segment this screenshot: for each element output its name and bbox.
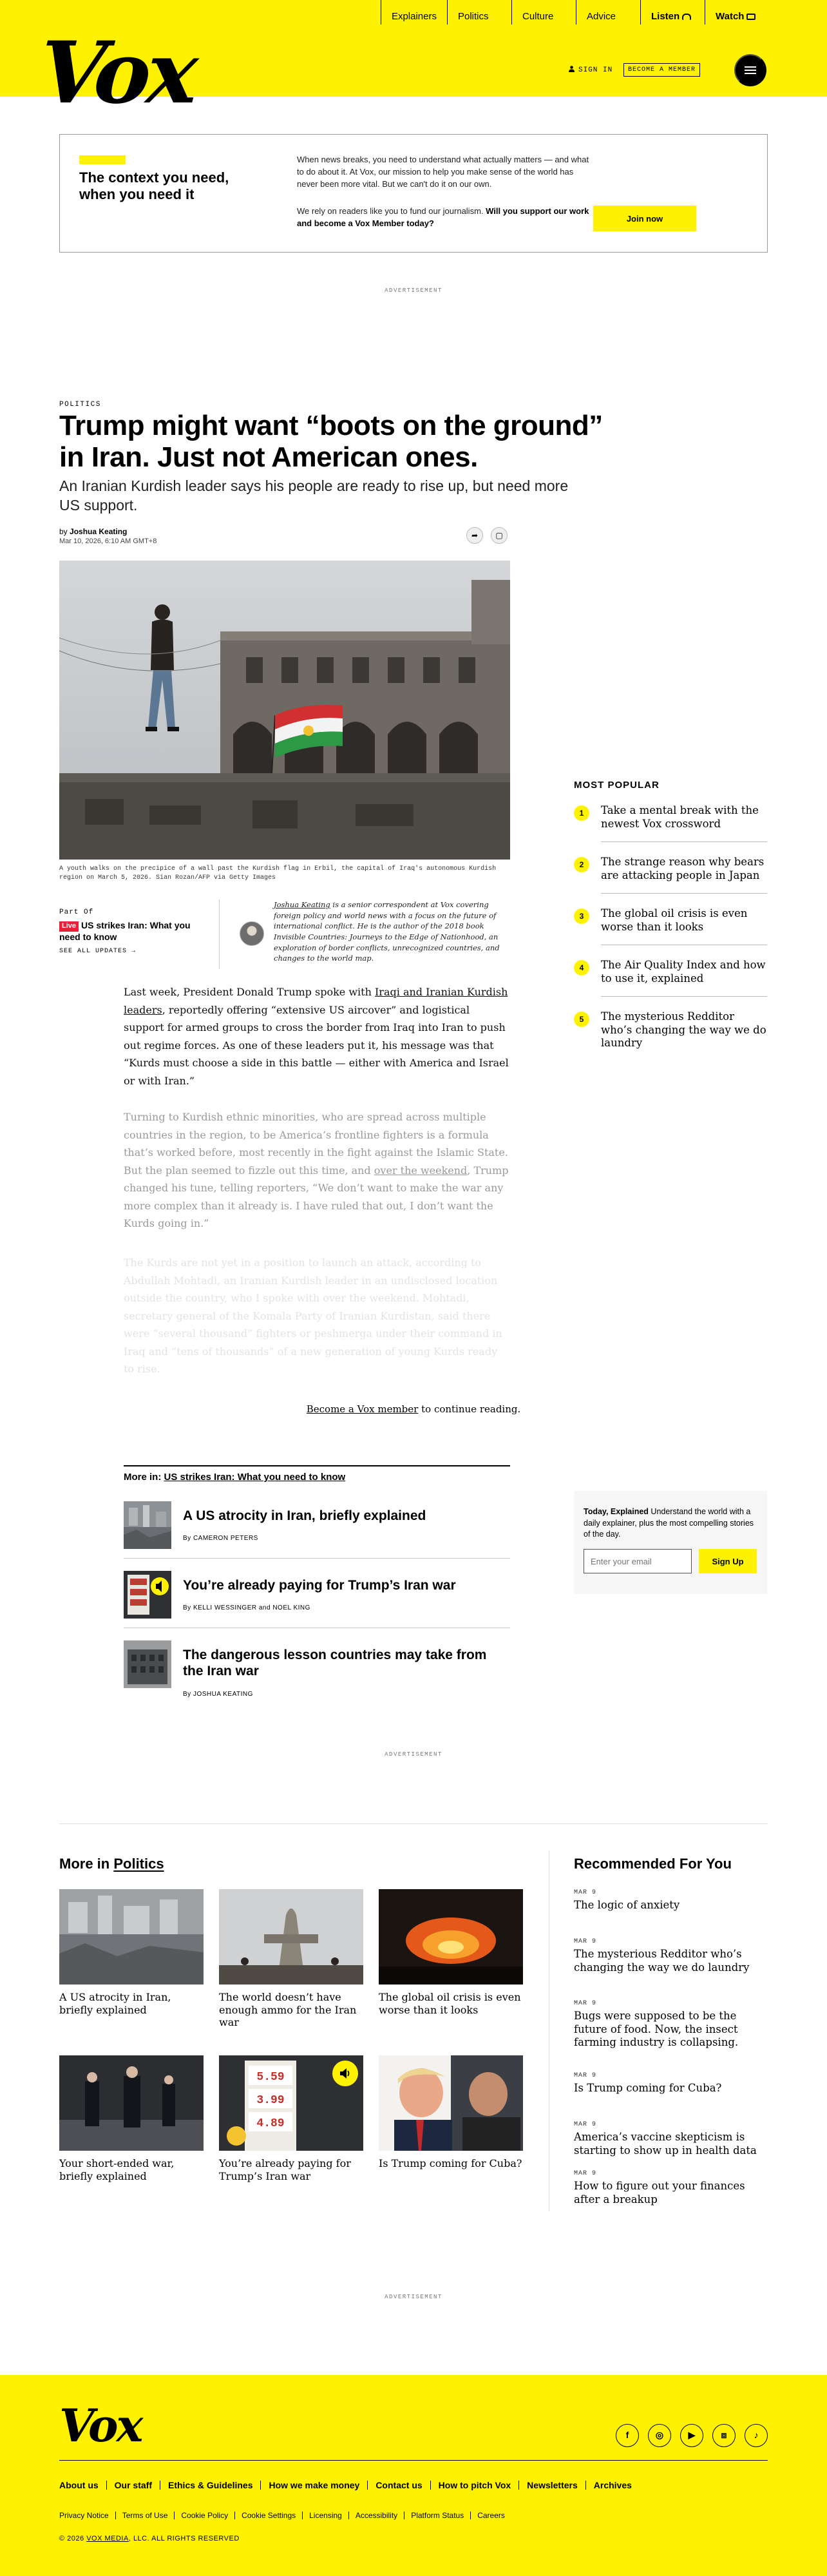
recommended-item[interactable] bbox=[574, 2000, 767, 2050]
gas-price: 5.59 bbox=[256, 2071, 285, 2084]
most-popular-title: The mysterious Redditor who’s changing the way we do laundry bbox=[601, 1010, 766, 1050]
context-paragraph-1: When news breaks, you need to understand what actually matters — and what to do about it. At Vox, our mission to help you make sense of the world has never been more vital. But we can't do it on our own. bbox=[297, 155, 589, 189]
recommended-title: Is Trump coming for Cuba? bbox=[574, 2082, 722, 2094]
recommended-item[interactable] bbox=[574, 1938, 767, 1974]
copyright-b: , LLC. ALL RIGHTS RESERVED bbox=[128, 2535, 240, 2542]
newsletter-name: Today, Explained bbox=[584, 1507, 649, 1516]
menu-button[interactable] bbox=[734, 54, 766, 86]
rank-badge: 4 bbox=[574, 960, 589, 976]
footer-link-terms[interactable]: Terms of Use bbox=[115, 2512, 175, 2519]
author-link[interactable]: Joshua Keating bbox=[70, 527, 128, 536]
bookmark-icon: ▢ bbox=[495, 531, 503, 540]
more-in-byline: By CAMERON PETERS bbox=[183, 1535, 258, 1542]
share-button[interactable] bbox=[466, 527, 483, 544]
hamburger-icon bbox=[745, 66, 756, 74]
become-member-link[interactable]: Become a Vox member bbox=[306, 1403, 419, 1415]
yellow-accent-bar bbox=[79, 155, 126, 164]
more-in-politics-heading bbox=[59, 1856, 164, 1872]
p2-link[interactable]: over the weekend bbox=[374, 1164, 468, 1177]
footer-vox-logo[interactable]: Vox bbox=[59, 2399, 142, 2452]
site-footer bbox=[0, 2375, 827, 2576]
context-p2-bold: Will you support our work and become a Vox Member today? bbox=[297, 206, 589, 228]
advertisement-label: ADVERTISEMENT bbox=[385, 1751, 442, 1758]
recommended-date: MAR 9 bbox=[574, 1889, 597, 1896]
nav-listen-label: Listen bbox=[651, 11, 680, 22]
live-badge: Live bbox=[59, 921, 79, 932]
speaker-icon bbox=[339, 2068, 352, 2079]
most-popular-title: The strange reason why bears are attacking people in Japan bbox=[601, 856, 765, 881]
article-paragraph-3-faded: The Kurds are not yet in a position to launch an attack, according to Abdullah Mohtadi, an Iranian Kurdish leader in an undisclosed location outside the country, who I spoke with over the weekend. Mohtadi, secretary general of the Komala Party of Iranian Kurdistan, said there were “several thousand” fighters or peshmerga under their command in Iraq and “tens of thousands” of a new generation of young Kurds ready to rise. bbox=[124, 1256, 502, 1376]
more-in-prefix: More in: bbox=[124, 1472, 164, 1483]
more-in-item[interactable] bbox=[124, 1501, 510, 1553]
image-rubble bbox=[59, 1889, 204, 1985]
nav-explainers[interactable]: Explainers bbox=[381, 0, 447, 24]
p2-text-a: Turning to Kurdish ethnic minorities, who are spread across multiple countries in the region, to be America’s frontline fighters is a formula that’s worked before, most recently in the fight against the Islamic State. But the plan seemed to fizzle out this time, and bbox=[124, 1111, 508, 1177]
most-popular-title: The global oil crisis is even worse than it looks bbox=[601, 907, 748, 933]
recommended-title: The logic of anxiety bbox=[574, 1899, 680, 1911]
story-card-image bbox=[59, 1889, 204, 1985]
newsletter-signup bbox=[574, 1496, 767, 1566]
footer-link-cookie-settings[interactable]: Cookie Settings bbox=[234, 2512, 302, 2519]
recommended-date: MAR 9 bbox=[574, 1938, 597, 1945]
recommended-title: How to figure out your finances after a breakup bbox=[574, 2180, 745, 2206]
more-in-item[interactable] bbox=[124, 1571, 510, 1622]
story-card-title: A US atrocity in Iran, briefly explained bbox=[59, 1991, 171, 2016]
story-card[interactable] bbox=[219, 2055, 363, 2182]
newsletter-email-input[interactable] bbox=[584, 1549, 692, 1573]
recommended-date: MAR 9 bbox=[574, 2000, 597, 2007]
story-card-image bbox=[219, 2055, 363, 2151]
tiktok-icon[interactable]: ♪ bbox=[745, 2424, 768, 2447]
footer-link-licensing[interactable]: Licensing bbox=[302, 2512, 348, 2519]
youtube-icon[interactable]: ▶ bbox=[680, 2424, 703, 2447]
recommended-date: MAR 9 bbox=[574, 2170, 597, 2177]
vox-logo[interactable]: Vox bbox=[36, 23, 198, 123]
advertisement-label: ADVERTISEMENT bbox=[385, 2294, 442, 2300]
context-paragraph-2 bbox=[297, 206, 590, 230]
p1-text-b: , reportedly offering “extensive US aircover” and logistical support for armed groups to cross the border from Iraq into Iran to push out regime forces. As one of these leaders put it, his message was that “Kurds must choose a side in this battle — either with America and Israel or with Iran.” bbox=[124, 1003, 509, 1087]
video-icon bbox=[746, 14, 756, 20]
nav-watch-label: Watch bbox=[716, 11, 745, 22]
nav-listen[interactable] bbox=[640, 0, 705, 24]
footer-link-pitch[interactable]: How to pitch Vox bbox=[430, 2481, 519, 2490]
become-member-button[interactable]: BECOME A MEMBER bbox=[623, 63, 700, 77]
share-arrow-icon: ➦ bbox=[471, 531, 479, 540]
footer-secondary-links bbox=[59, 2512, 511, 2519]
p1-text-a: Last week, President Donald Trump spoke with bbox=[124, 986, 375, 998]
social-links bbox=[616, 2424, 768, 2447]
copyright bbox=[59, 2535, 240, 2542]
more-in-byline: By JOSHUA KEATING bbox=[183, 1691, 253, 1698]
part-of-label: Part Of bbox=[59, 908, 94, 916]
recommended-title: Bugs were supposed to be the future of food. Now, the insect farming industry is collapsing. bbox=[574, 2010, 739, 2049]
rank-badge: 2 bbox=[574, 857, 589, 872]
footer-rule bbox=[59, 2460, 768, 2461]
hero-image bbox=[59, 561, 510, 860]
gas-price-sign bbox=[251, 2066, 290, 2135]
p2-text-b: , Trump changed his tune, telling reporters, “We don’t want to make the war any more complex than it already is. I have ruled that out, I don’t want the Kurds going in.” bbox=[124, 1164, 509, 1230]
politics-link[interactable]: Politics bbox=[113, 1856, 164, 1872]
article-paragraph-2 bbox=[124, 1108, 510, 1233]
story-card[interactable] bbox=[59, 2055, 204, 2182]
author-bio bbox=[274, 899, 512, 964]
nav-advice[interactable]: Advice bbox=[576, 0, 640, 24]
join-now-button[interactable]: Join now bbox=[593, 206, 696, 231]
newsletter-desc-text: Understand the world with a daily explainer, plus the most compelling stories of the day. bbox=[584, 1507, 754, 1539]
rank-badge: 1 bbox=[574, 805, 589, 821]
byline-prefix: by bbox=[59, 527, 70, 536]
most-popular-divider bbox=[601, 893, 767, 894]
more-in-byline: By KELLI WESSINGER and NOEL KING bbox=[183, 1604, 310, 1611]
nav-watch[interactable] bbox=[705, 0, 769, 24]
story-card-title: You’re already paying for Trump’s Iran war bbox=[219, 2157, 351, 2182]
linkedin-icon[interactable]: ⧈ bbox=[712, 2424, 736, 2447]
part-of-title: US strikes Iran: What you need to know bbox=[59, 920, 191, 942]
nav-politics[interactable]: Politics bbox=[447, 0, 511, 24]
context-title: The context you need, when you need it bbox=[79, 169, 229, 202]
thumb-gas-station bbox=[124, 1571, 171, 1619]
membership-context-box bbox=[59, 134, 768, 253]
most-popular-title: The Air Quality Index and how to use it, explained bbox=[601, 959, 766, 985]
story-card[interactable] bbox=[379, 2055, 523, 2170]
story-card[interactable] bbox=[379, 1889, 523, 2016]
audio-badge bbox=[332, 2061, 358, 2086]
rank-badge: 3 bbox=[574, 908, 589, 924]
recommended-item[interactable] bbox=[574, 2170, 767, 2206]
footer-link-contact[interactable]: Contact us bbox=[367, 2481, 430, 2490]
instagram-icon[interactable]: ◎ bbox=[648, 2424, 671, 2447]
paywall-message bbox=[0, 1403, 827, 1415]
story-card-title: The world doesn’t have enough ammo for the Iran war bbox=[219, 1991, 357, 2029]
more-in-item[interactable] bbox=[124, 1640, 510, 1698]
recommended-heading: Recommended For You bbox=[574, 1856, 732, 1872]
more-in-title: A US atrocity in Iran, briefly explained bbox=[183, 1508, 426, 1523]
more-in-title: The dangerous lesson countries may take from the Iran war bbox=[183, 1648, 487, 1679]
part-of-story-link[interactable] bbox=[59, 920, 214, 943]
recommended-item[interactable] bbox=[574, 2072, 767, 2095]
author-bio-text: is a senior correspondent at Vox covering foreign policy and world news with a focus on the future of international conflict. He is the author of the 2018 book Invisible Countries: Journeys to the Edge of Nationhood, an exploration of border conflicts, unrecognized countries, and changes to the world map. bbox=[274, 900, 500, 963]
story-card-title: Is Trump coming for Cuba? bbox=[379, 2157, 522, 2169]
p1-link[interactable]: Iraqi and Iranian Kurdish leaders bbox=[124, 986, 508, 1016]
image-oil-fire bbox=[379, 1889, 523, 1985]
footer-link-staff[interactable]: Our staff bbox=[106, 2481, 160, 2490]
more-in-politics-prefix: More in bbox=[59, 1856, 114, 1872]
part-of-box bbox=[59, 908, 214, 955]
story-card-title: Your short-ended war, briefly explained bbox=[59, 2157, 175, 2182]
recommended-date: MAR 9 bbox=[574, 2121, 597, 2128]
more-in-thumb bbox=[124, 1501, 171, 1549]
footer-link-ethics[interactable]: Ethics & Guidelines bbox=[160, 2481, 260, 2490]
footer-link-careers[interactable]: Careers bbox=[470, 2512, 511, 2519]
publish-date: Mar 10, 2026, 6:10 AM GMT+8 bbox=[59, 537, 157, 545]
hero-caption: A youth walks on the precipice of a wall past the Kurdish flag in Erbil, the capital of Iraq's autonomous Kurdish region on March 5, 2026. Sian Rozan/AFP via Getty Images bbox=[59, 865, 497, 881]
more-in-thumb bbox=[124, 1640, 171, 1688]
most-popular-divider bbox=[601, 841, 767, 842]
article-kicker[interactable]: POLITICS bbox=[59, 401, 101, 409]
most-popular-title: Take a mental break with the newest Vox crossword bbox=[601, 804, 759, 830]
article-headline: Trump might want “boots on the ground” in Iran. Just not American ones. bbox=[59, 410, 603, 474]
story-card-image bbox=[59, 2055, 204, 2151]
person-icon bbox=[569, 66, 575, 72]
headphones-icon bbox=[682, 14, 691, 20]
thumb-building bbox=[124, 1640, 171, 1688]
gas-price: 3.99 bbox=[256, 2094, 285, 2107]
section-divider bbox=[59, 1823, 768, 1824]
newsletter-signup-button[interactable]: Sign Up bbox=[699, 1549, 757, 1573]
article-dek: An Iranian Kurdish leader says his people are ready to rise up, but need more US support. bbox=[59, 477, 569, 514]
newsletter-description bbox=[574, 1496, 767, 1541]
facebook-icon[interactable]: f bbox=[616, 2424, 639, 2447]
site-header bbox=[0, 0, 827, 123]
more-in-heading bbox=[124, 1472, 345, 1483]
recommended-item[interactable] bbox=[574, 2121, 767, 2157]
story-card-image bbox=[379, 2055, 523, 2151]
more-in-thumb bbox=[124, 1571, 171, 1619]
save-button[interactable] bbox=[491, 527, 508, 544]
story-card-title: The global oil crisis is even worse than it looks bbox=[379, 1991, 521, 2016]
divider bbox=[219, 899, 220, 969]
sign-in-label: SIGN IN bbox=[578, 66, 613, 74]
byline bbox=[59, 527, 127, 536]
most-popular-divider bbox=[601, 996, 767, 997]
context-p2-text: We rely on readers like you to fund our journalism. bbox=[297, 206, 486, 216]
sign-in-link[interactable] bbox=[569, 66, 613, 74]
author-bio-link[interactable]: Joshua Keating bbox=[274, 900, 330, 909]
author-avatar bbox=[240, 921, 264, 946]
nav-culture[interactable]: Culture bbox=[511, 0, 576, 24]
more-in-divider bbox=[124, 1558, 510, 1559]
image-officials-walking bbox=[59, 2055, 204, 2151]
more-in-rule bbox=[124, 1465, 510, 1466]
more-in-link[interactable]: US strikes Iran: What you need to know bbox=[164, 1472, 346, 1483]
footer-link-archives[interactable]: Archives bbox=[585, 2481, 640, 2490]
gas-price: 4.89 bbox=[256, 2117, 285, 2130]
story-card-image bbox=[219, 1889, 363, 1985]
story-card[interactable] bbox=[59, 1889, 204, 2016]
hero-photo-erbil bbox=[59, 561, 510, 860]
image-trump-portrait bbox=[379, 2055, 523, 2151]
paywall-rest: to continue reading. bbox=[418, 1403, 521, 1415]
top-nav bbox=[381, 0, 769, 24]
footer-link-money[interactable]: How we make money bbox=[260, 2481, 367, 2490]
footer-link-status[interactable]: Platform Status bbox=[404, 2512, 470, 2519]
footer-link-cookie-policy[interactable]: Cookie Policy bbox=[174, 2512, 234, 2519]
rank-badge: 5 bbox=[574, 1012, 589, 1027]
recommended-title: America’s vaccine skepticism is starting to show up in health data bbox=[574, 2131, 757, 2157]
thumb-rubble bbox=[124, 1501, 171, 1549]
vox-media-link[interactable]: VOX MEDIA bbox=[86, 2535, 129, 2542]
most-popular-heading: MOST POPULAR bbox=[574, 780, 660, 791]
article-paragraph-1 bbox=[124, 983, 510, 1090]
story-card-image bbox=[379, 1889, 523, 1985]
footer-link-accessibility[interactable]: Accessibility bbox=[348, 2512, 404, 2519]
recommended-title: The mysterious Redditor who’s changing the way we do laundry bbox=[574, 1948, 750, 1974]
recommended-item[interactable] bbox=[574, 1889, 767, 1912]
footer-link-about[interactable]: About us bbox=[59, 2480, 99, 2490]
copyright-a: © 2026 bbox=[59, 2535, 87, 2542]
advertisement-label: ADVERTISEMENT bbox=[385, 287, 442, 294]
story-card[interactable] bbox=[219, 1889, 363, 2029]
footer-link-newsletters[interactable]: Newsletters bbox=[518, 2481, 585, 2490]
recommended-date: MAR 9 bbox=[574, 2072, 597, 2079]
image-monument bbox=[219, 1889, 363, 1985]
footer-link-privacy[interactable]: Privacy Notice bbox=[59, 2511, 109, 2520]
more-in-title: You’re already paying for Trump’s Iran war bbox=[183, 1578, 456, 1593]
footer-primary-links bbox=[59, 2481, 640, 2490]
see-all-updates-link[interactable]: SEE ALL UPDATES → bbox=[59, 948, 137, 956]
price-badge-icon bbox=[227, 2126, 246, 2146]
